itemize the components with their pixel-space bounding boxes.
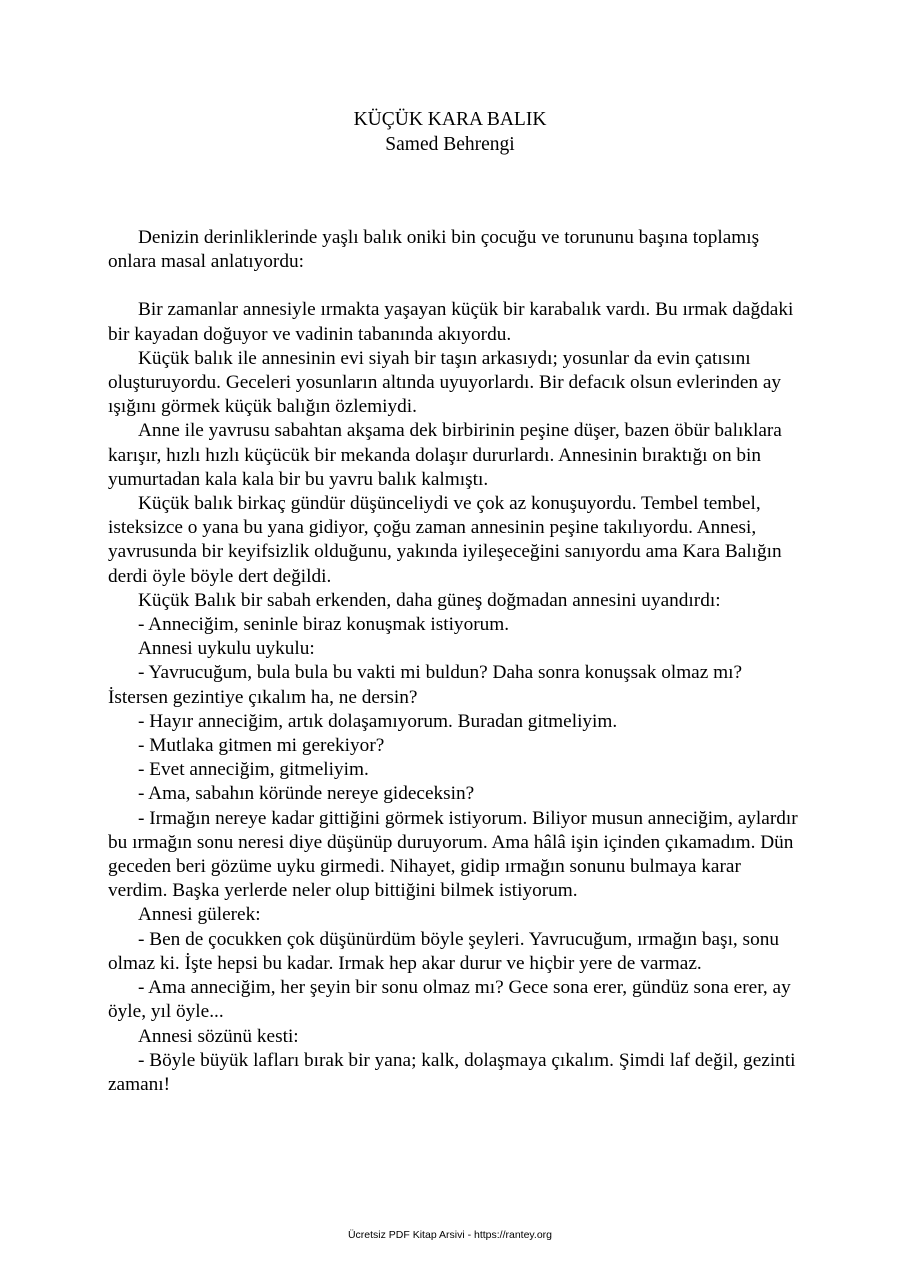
dialogue-line: - Hayır anneciğim, artık dolaşamıyorum. Buradan gitmeliyim.	[138, 710, 618, 732]
document-author: Samed Behrengi	[385, 134, 515, 155]
paragraph: Anne ile yavrusu sabahtan akşama dek birbirinin peşine düşer, bazen öbür balıklara karışır, hızlı hızlı küçücük bir mekanda dolaşır dururlardı. Annesinin bıraktığı on bin yumurtadan kala kala bir bu yavru balık kalmıştı.	[108, 420, 782, 490]
dialogue-line: - Ama, sabahın köründe nereye gideceksin?	[138, 783, 475, 805]
title-block	[0, 107, 900, 157]
dialogue-line: - Böyle büyük lafları bırak bir yana; kalk, dolaşmaya çıkalım. Şimdi laf değil, gezinti zamanı!	[108, 1049, 796, 1095]
story-body	[108, 226, 798, 1097]
paragraph: Küçük Balık bir sabah erkenden, daha güneş doğmadan annesini uyandırdı:	[138, 589, 721, 611]
page-footer: Ücretsiz PDF Kitap Arsivi - https://rantey.org	[347, 1229, 553, 1241]
paragraph: Bir zamanlar annesiyle ırmakta yaşayan küçük bir karabalık vardı. Bu ırmak dağdaki bir kayadan doğuyor ve vadinin tabanında akıyordu.	[108, 299, 794, 345]
dialogue-line: - Ama anneciğim, her şeyin bir sonu olmaz mı? Gece sona erer, gündüz sona erer, ay öyle, yıl öyle...	[108, 977, 791, 1023]
paragraph: Annesi uykulu uykulu:	[138, 638, 315, 660]
paragraph: Annesi sözünü kesti:	[138, 1025, 299, 1047]
paragraph: Küçük balık ile annesinin evi siyah bir taşın arkasıydı; yosunlar da evin çatısını oluşturuyordu. Geceleri yosunların altında uyuyorlardı. Bir defacık olsun evlerinden ay ışığını görmek küçük balığın özlemiydi.	[108, 347, 782, 418]
document-title: KÜÇÜK KARA BALIK	[353, 109, 547, 130]
dialogue-line: - Mutlaka gitmen mi gerekiyor?	[138, 735, 385, 757]
paragraph: Annesi gülerek:	[138, 904, 261, 926]
dialogue-line: - Irmağın nereye kadar gittiğini görmek istiyorum. Biliyor musun anneciğim, aylardır bu ırmağın sonu neresi diye düşünüp duruyorum. Ama hâlâ işin içinden çıkamadım. Dün geceden beri gözüme uyku girmedi. Nihayet, gidip ırmağın sonunu bulmaya karar verdim. Başka yerlerde neler olup bittiğini bilmek istiyorum.	[108, 807, 798, 902]
dialogue-line: - Evet anneciğim, gitmeliyim.	[138, 759, 369, 781]
paragraph: Küçük balık birkaç gündür düşünceliydi ve çok az konuşuyordu. Tembel tembel, isteksizce o yana bu yana gidiyor, çoğu zaman annesinin peşine takılıyordu. Annesi, yavrusunda bir keyifsizlik olduğunu, yakında iyileşeceğini sanıyordu ama Kara Balığın derdi öyle böyle dert değildi.	[108, 493, 782, 587]
dialogue-line: - Anneciğim, seninle biraz konuşmak istiyorum.	[138, 614, 510, 636]
dialogue-line: - Yavrucuğum, bula bula bu vakti mi buldun? Daha sonra konuşsak olmaz mı? İstersen gezintiye çıkalım ha, ne dersin?	[108, 662, 743, 708]
paragraph: Denizin derinliklerinde yaşlı balık oniki bin çocuğu ve torununu başına toplamış onlara masal anlatıyordu:	[108, 227, 760, 273]
dialogue-line: - Ben de çocukken çok düşünürdüm böyle şeyleri. Yavrucuğum, ırmağın başı, sonu olmaz ki. İşte hepsi bu kadar. Irmak hep akar durur ve hiçbir yere de varmaz.	[108, 928, 779, 974]
